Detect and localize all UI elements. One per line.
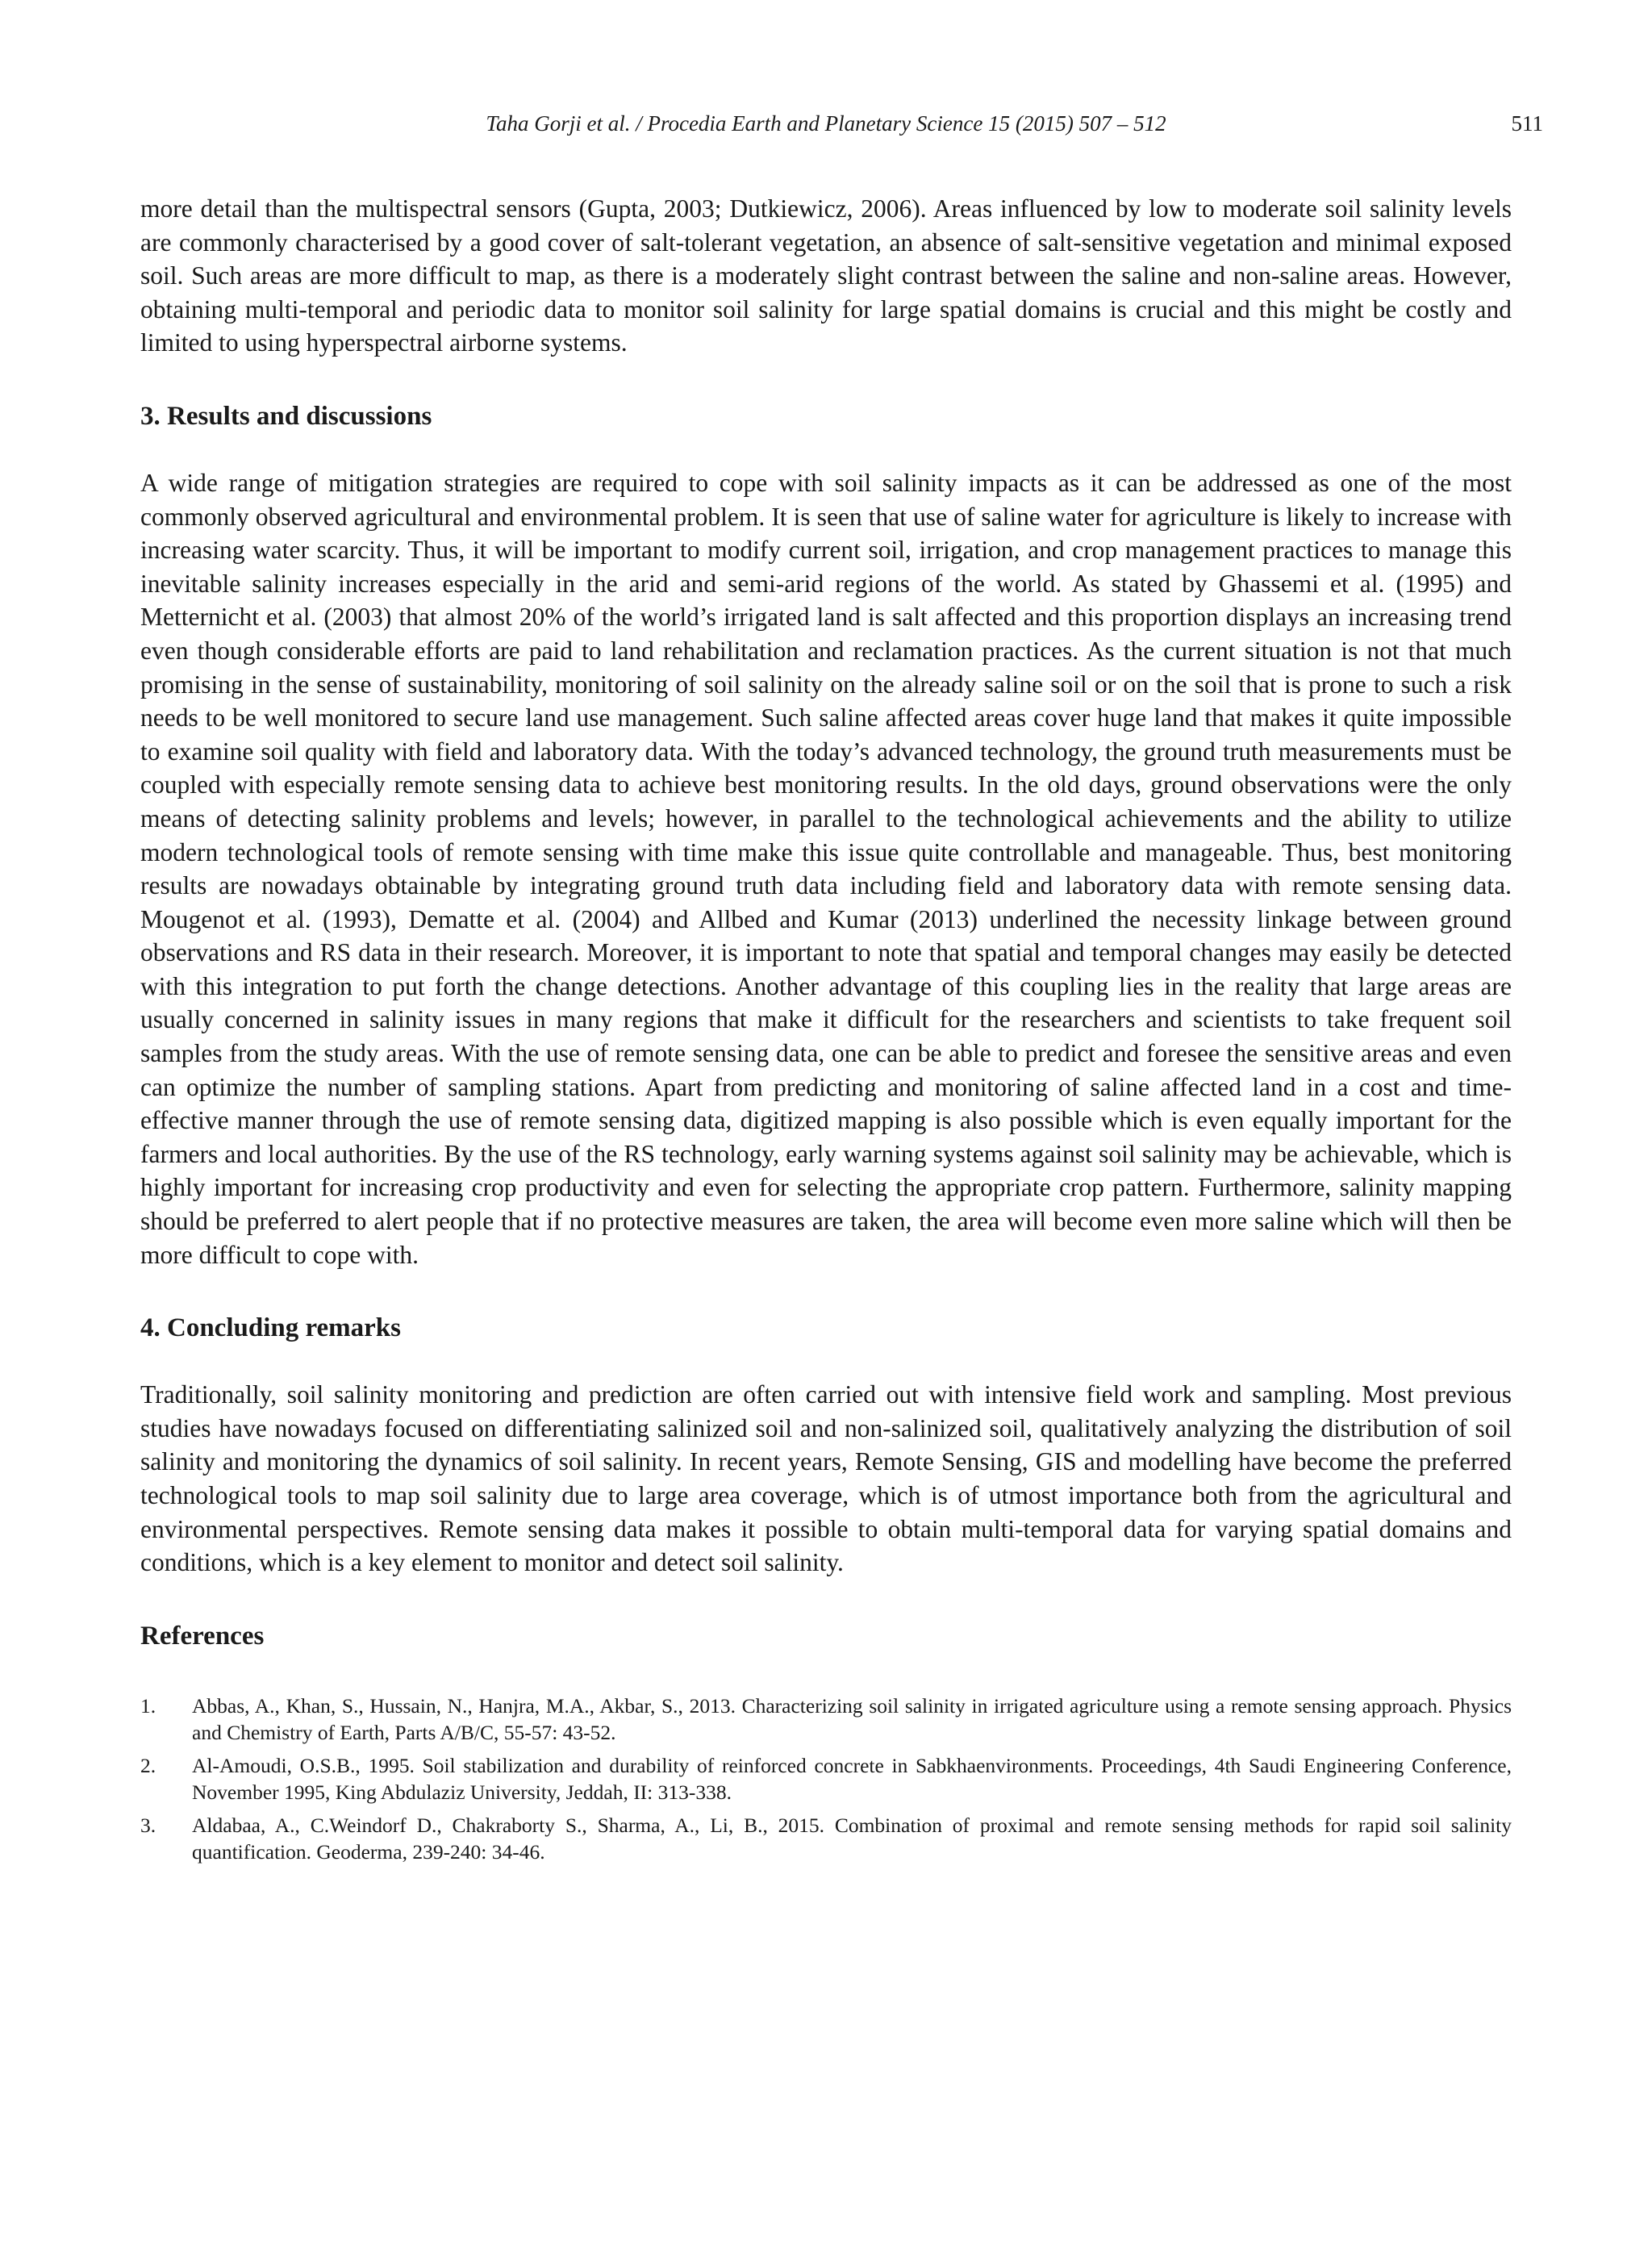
reference-number: 1.	[140, 1693, 156, 1718]
running-title: Taha Gorji et al. / Procedia Earth and Planetary Science 15 (2015) 507 – 512	[486, 111, 1166, 136]
reference-list	[140, 1693, 1512, 1865]
references-heading: References	[140, 1621, 265, 1651]
running-header	[0, 111, 1652, 144]
reference-number: 3.	[140, 1813, 156, 1837]
reference-item	[140, 1693, 1512, 1746]
article-body	[140, 192, 1512, 1872]
reference-text: Abbas, A., Khan, S., Hussain, N., Hanjra, M.A., Akbar, S., 2013. Characterizing soil salinity in irrigated agriculture using a remote sensing approach. Physics and Chemistry of Earth, Parts A/B/C, 55-57: 43-52.	[192, 1693, 1512, 1744]
section-body-results: A wide range of mitigation strategies are required to cope with soil salinity impacts as it can be addressed as one of the most commonly observed agricultural and environmental problem. It is seen that use of saline water for agriculture is likely to increase with increasing water scarcity. Thus, it will be important to modify current soil, irrigation, and crop management practices to manage this inevitable salinity increases especially in the arid and semi-arid regions of the world. As stated by Ghassemi et al. (1995) and Metternicht et al. (2003) that almost 20% of the world’s irrigated land is salt affected and this proportion displays an increasing trend even though considerable efforts are paid to land rehabilitation and reclamation practices. As the current situation is not that much promising in the sense of sustainability, monitoring of soil salinity on the already saline soil or on the soil that is prone to such a risk needs to be well monitored to secure land use management. Such saline affected areas cover huge land that makes it quite impossible to examine soil quality with field and laboratory data. With the today’s advanced technology, the ground truth measurements must be coupled with especially remote sensing data to achieve best monitoring results. In the old days, ground observations were the only means of detecting salinity problems and levels; however, in parallel to the technological achievements and the ability to utilize modern technological tools of remote sensing with time make this issue quite controllable and manageable. Thus, best monitoring results are nowadays obtainable by integrating ground truth data including field and laboratory data with remote sensing data. Mougenot et al. (1993), Dematte et al. (2004) and Allbed and Kumar (2013) underlined the necessity linkage between ground observations and RS data in their research. Moreover, it is important to note that spatial and temporal changes may easily be detected with this integration to put forth the change detections. Another advantage of this coupling lies in the reality that large areas are usually concerned in salinity issues in many regions that make it difficult for the researchers and scientists to take frequent soil samples from the study areas. With the use of remote sensing data, one can be able to predict and foresee the sensitive areas and even can optimize the number of sampling stations. Apart from predicting and monitoring of saline affected land in a cost and time-effective manner through the use of remote sensing data, digitized mapping is also possible which is even equally important for the farmers and local authorities. By the use of the RS technology, early warning systems against soil salinity may be achievable, which is highly important for increasing crop productivity and even for selecting the appropriate crop pattern. Furthermore, salinity mapping should be preferred to alert people that if no protective measures are taken, the area will become even more saline which will then be more difficult to cope with.	[140, 468, 1512, 1269]
reference-text: Aldabaa, A., C.Weindorf D., Chakraborty S., Sharma, A., Li, B., 2015. Combination of proximal and remote sensing methods for rapid soil salinity quantification. Geoderma, 239-240: 34-46.	[192, 1813, 1512, 1864]
reference-number: 2.	[140, 1753, 156, 1777]
reference-text: Al-Amoudi, O.S.B., 1995. Soil stabilization and durability of reinforced concrete in Sabkhaenvironments. Proceedings, 4th Saudi Engineering Conference, November 1995, King Abdulaziz University, Jeddah, II: 313-338.	[192, 1753, 1512, 1804]
reference-item	[140, 1812, 1512, 1865]
page-number: 511	[1511, 111, 1543, 136]
section-heading-results: 3. Results and discussions	[140, 401, 432, 431]
section-body-conclusions: Traditionally, soil salinity monitoring and prediction are often carried out with intensive field work and sampling. Most previous studies have nowadays focused on differentiating salinized soil and non-salinized soil, qualitatively analyzing the distribution of soil salinity and monitoring the dynamics of soil salinity. In recent years, Remote Sensing, GIS and modelling have become the preferred technological tools to map soil salinity due to large area coverage, which is of utmost importance both from the agricultural and environmental perspectives. Remote sensing data makes it possible to obtain multi-temporal data for varying spatial domains and conditions, which is a key element to monitor and detect soil salinity.	[140, 1380, 1512, 1577]
section-heading-conclusions: 4. Concluding remarks	[140, 1313, 402, 1343]
reference-item	[140, 1752, 1512, 1805]
intro-paragraph: more detail than the multispectral sensors (Gupta, 2003; Dutkiewicz, 2006). Areas influenced by low to moderate soil salinity levels are commonly characterised by a good cover of salt-tolerant vegetation, an absence of salt-sensitive vegetation and minimal exposed soil. Such areas are more difficult to map, as there is a moderately slight contrast between the saline and non-saline areas. However, obtaining multi-temporal and periodic data to monitor soil salinity for large spatial domains is crucial and this might be costly and limited to using hyperspectral airborne systems.	[140, 194, 1512, 357]
